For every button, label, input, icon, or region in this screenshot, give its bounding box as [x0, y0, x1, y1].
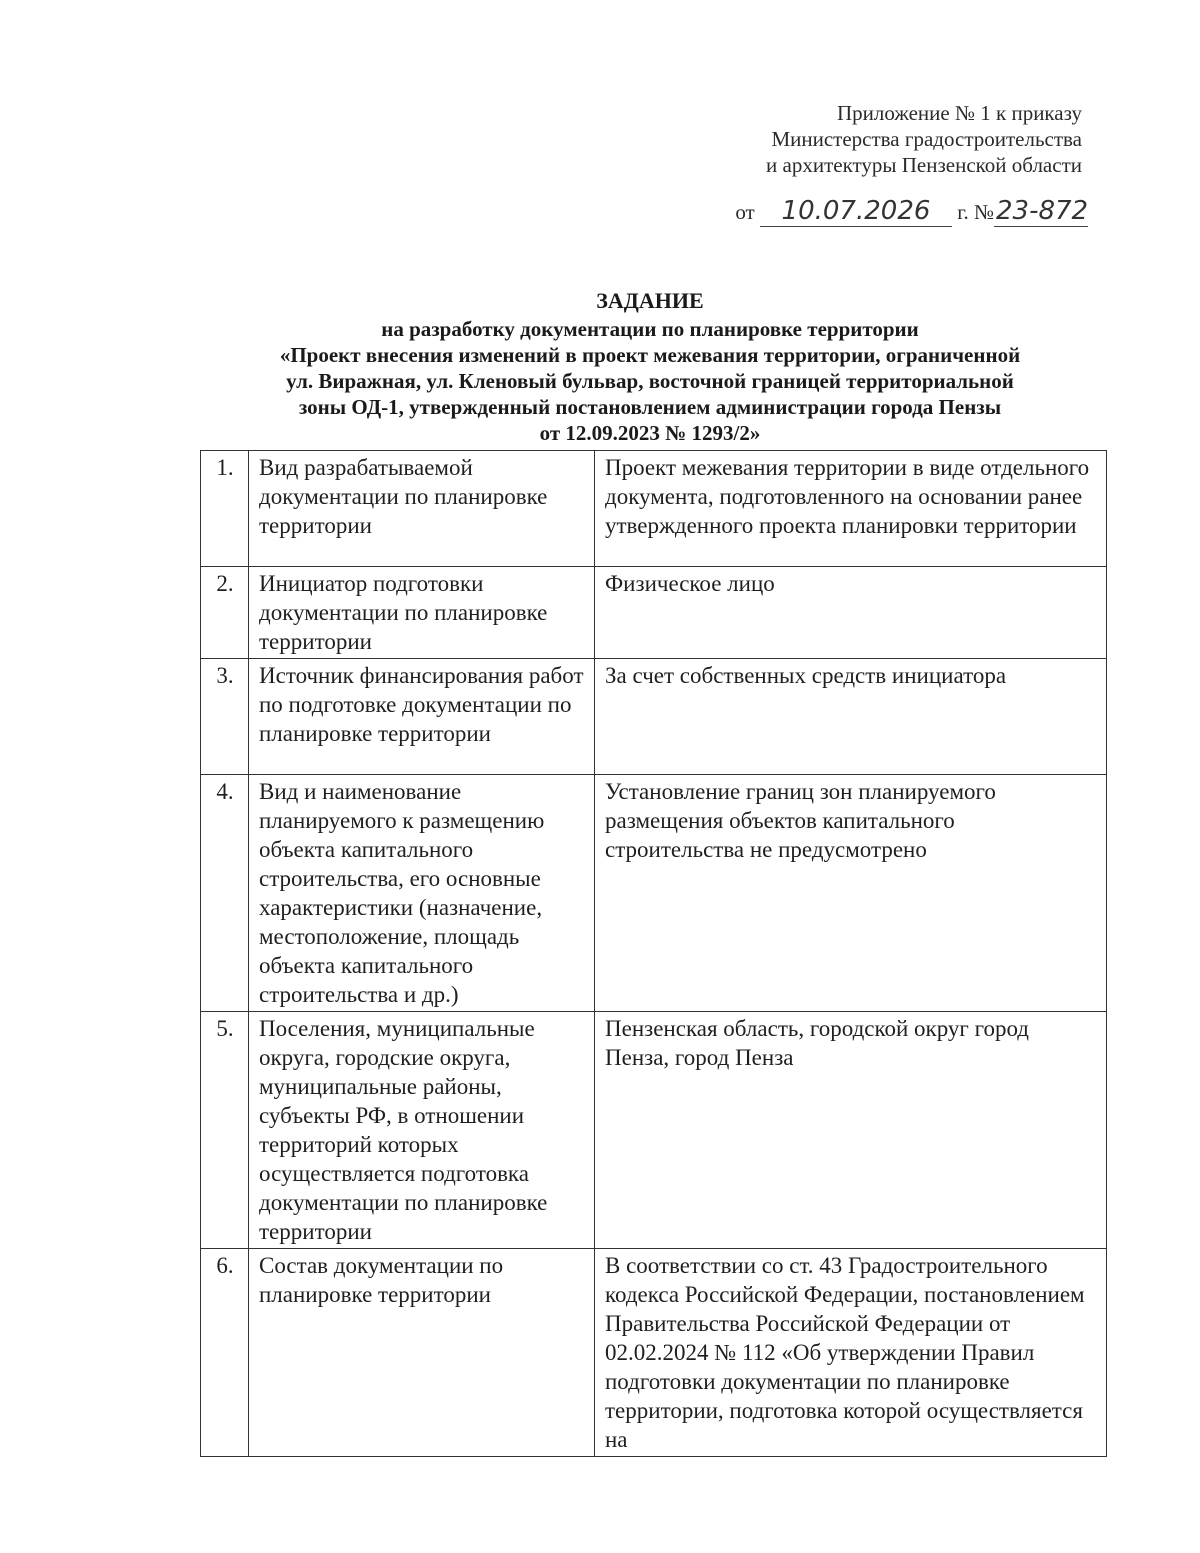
row-value: За счет собственных средств инициатора	[595, 659, 1107, 775]
row-label: Вид разрабатываемой документации по планировке территории	[249, 451, 595, 567]
document-title-block	[200, 288, 1100, 446]
title-line: на разработку документации по планировке территории	[381, 317, 919, 341]
row-label: Вид и наименование планируемого к размещению объекта капитального строительства, его основные характеристики (назначение, местоположение, площадь объекта капитального строительства и др.)	[249, 775, 595, 1012]
title-line: зоны ОД-1, утвержденный постановлением администрации города Пензы	[298, 395, 1002, 419]
row-label: Инициатор подготовки документации по планировке территории	[249, 567, 595, 659]
order-date-number	[735, 196, 1088, 227]
appendix-line: Министерства градостроительства	[771, 127, 1082, 151]
row-label: Источник финансирования работ по подготовке документации по планировке территории	[249, 659, 595, 775]
appendix-line: Приложение № 1 к приказу	[837, 101, 1082, 125]
row-value: Физическое лицо	[595, 567, 1107, 659]
row-number: 2.	[201, 567, 249, 659]
row-number: 6.	[201, 1249, 249, 1457]
row-value: Пензенская область, городской округ город Пенза, город Пенза	[595, 1012, 1107, 1249]
order-number-handwritten: 23-872	[996, 196, 1089, 226]
order-from-label: от	[735, 200, 755, 224]
table-row	[201, 659, 1107, 775]
row-label: Состав документации по планировке территории	[249, 1249, 595, 1457]
row-value: Проект межевания территории в виде отдельного документа, подготовленного на основании ранее утвержденного проекта планировки территории	[595, 451, 1107, 567]
table-row	[201, 775, 1107, 1012]
appendix-header	[766, 100, 1082, 178]
order-number-label: г. №	[957, 200, 994, 224]
title-line: «Проект внесения изменений в проект межевания территории, ограниченной	[279, 343, 1021, 367]
row-number: 4.	[201, 775, 249, 1012]
title-line: ул. Виражная, ул. Кленовый бульвар, восточной границей территориальной	[286, 369, 1014, 393]
table-row	[201, 1012, 1107, 1249]
row-number: 3.	[201, 659, 249, 775]
row-number: 1.	[201, 451, 249, 567]
title-line: от 12.09.2023 № 1293/2»	[539, 421, 761, 445]
row-number: 5.	[201, 1012, 249, 1249]
document-title: ЗАДАНИЕ	[596, 288, 704, 313]
appendix-line: и архитектуры Пензенской области	[766, 153, 1082, 177]
row-value: Установление границ зон планируемого размещения объектов капитального строительства не предусмотрено	[595, 775, 1107, 1012]
order-date-handwritten: 10.07.2026	[760, 196, 952, 227]
table-row	[201, 567, 1107, 659]
row-value: В соответствии со ст. 43 Градостроительного кодекса Российской Федерации, постановлением Правительства Российской Федерации от 02.02.2024 № 112 «Об утверждении Правил подготовки документации по планировке территории, подготовка которой осуществляется на	[595, 1249, 1107, 1457]
table-row	[201, 1249, 1107, 1457]
row-label: Поселения, муниципальные округа, городские округа, муниципальные районы, субъекты РФ, в отношении территорий которых осуществляется подготовка документации по планировке территории	[249, 1012, 595, 1249]
task-table	[200, 450, 1107, 1457]
table-row	[201, 451, 1107, 567]
